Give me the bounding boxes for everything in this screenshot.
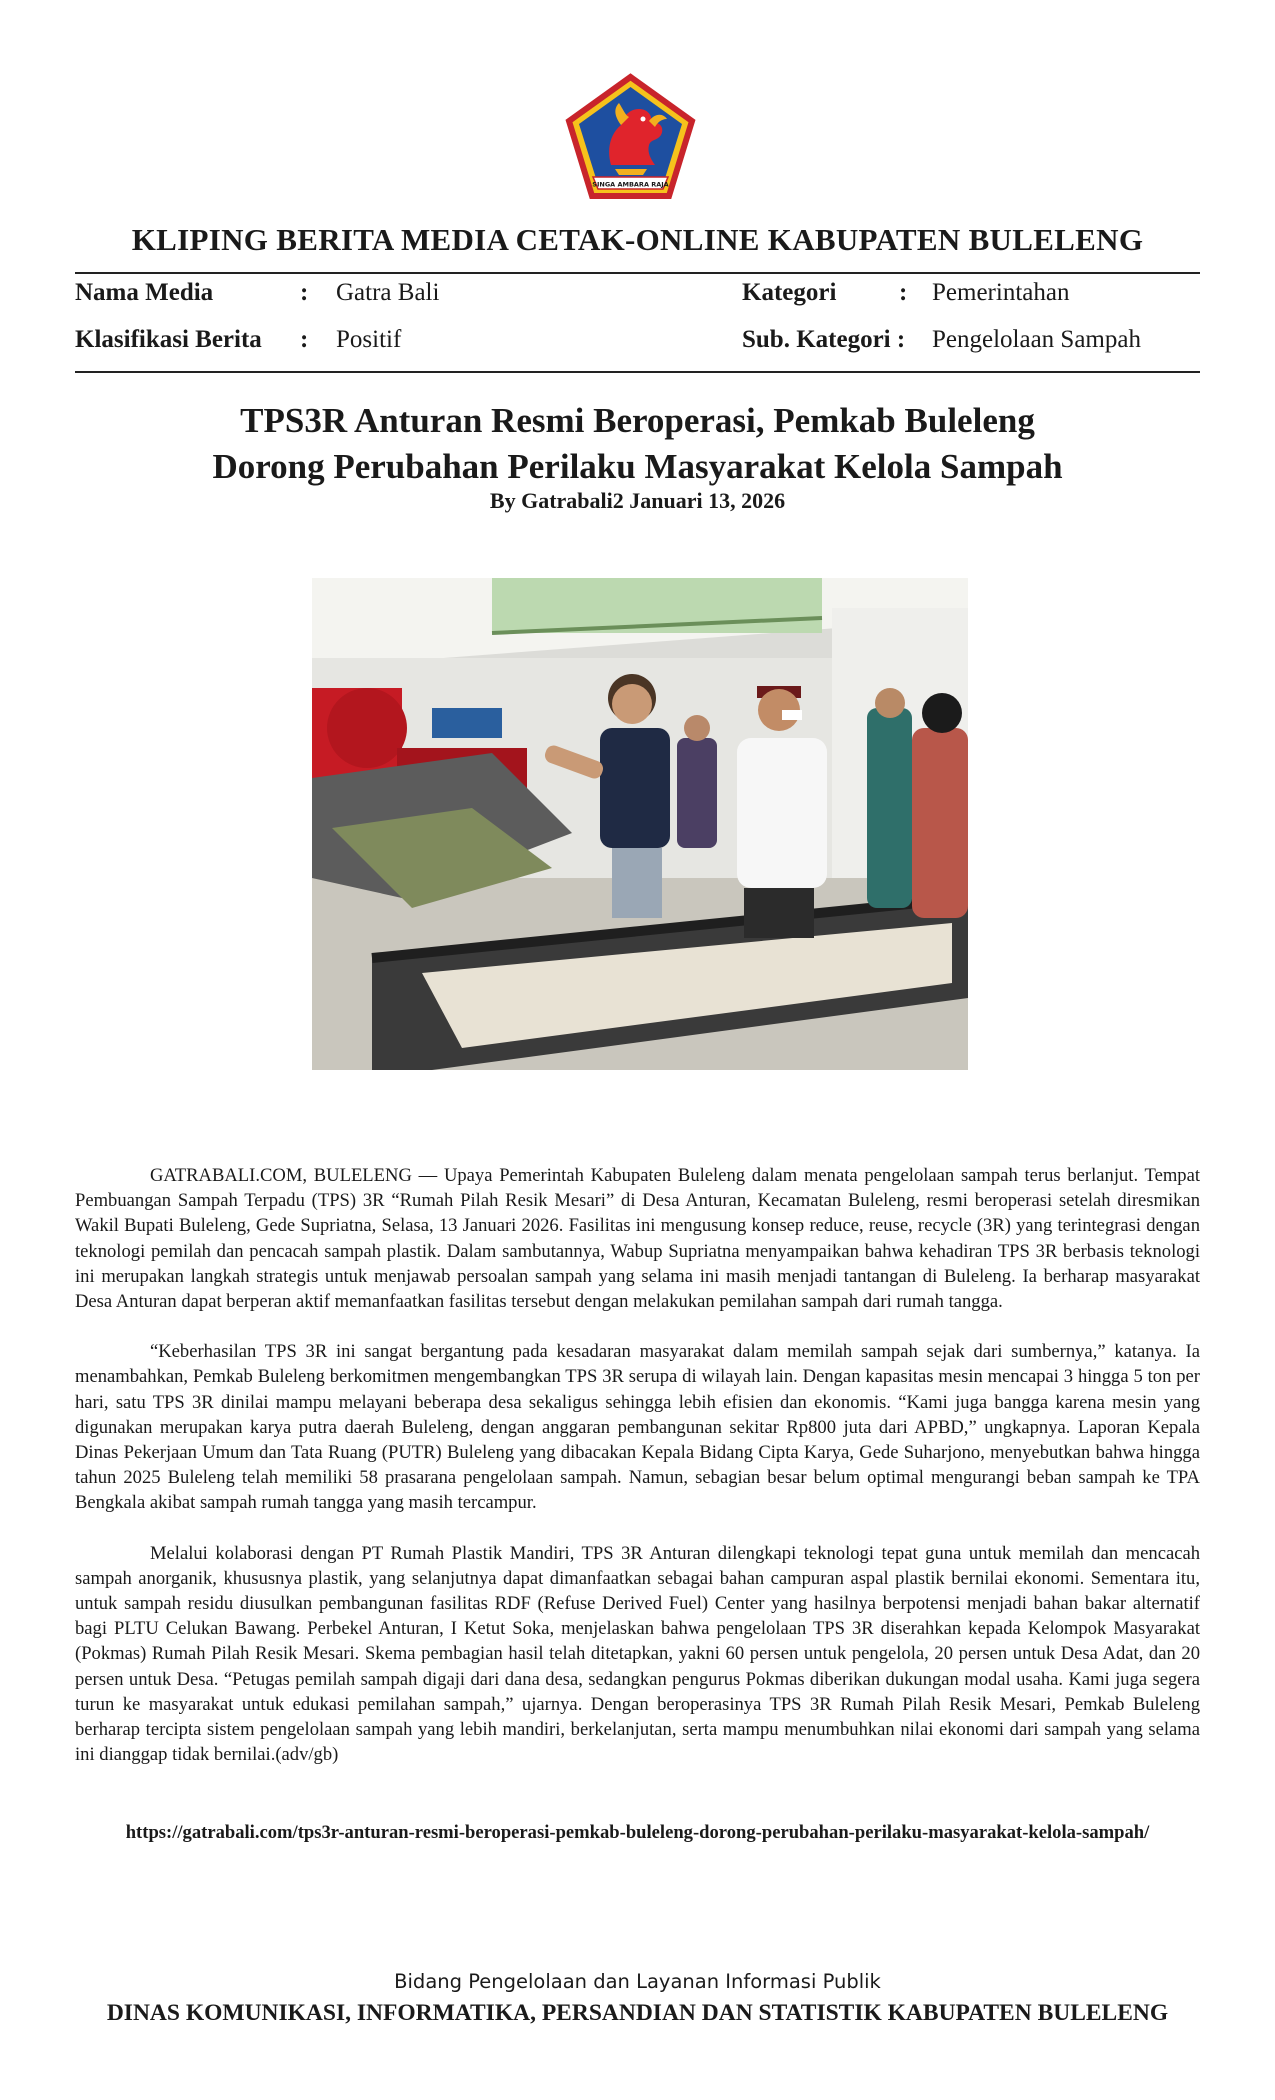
article-body <box>75 1163 1200 1792</box>
buleleng-regency-crest-icon <box>563 73 698 201</box>
category-value: Pemerintahan <box>932 279 1070 306</box>
media-name-value: Gatra Bali <box>336 279 440 306</box>
category-label: Kategori <box>742 279 837 306</box>
news-photo <box>312 578 968 1070</box>
crest-motto: SINGA AMBARA RAJA <box>592 180 669 189</box>
article-byline: By Gatrabali2 Januari 13, 2026 <box>489 488 786 513</box>
media-name-label: Nama Media <box>75 279 214 306</box>
article-paragraph: “Keberhasilan TPS 3R ini sangat bergantung pada kesadaran masyarakat dalam memilah sampah sejak dari sumbernya,” katanya. Ia menambahkan, Pemkab Buleleng berkomitmen mengembangkan TPS 3R serupa di wilayah lain. Dengan kapasitas mesin mencapai 3 hingga 5 ton per hari, satu TPS 3R dinilai mampu melayani beberapa desa sekaligus sehingga lebih efisien dan ekonomis. “Kami juga bangga karena mesin yang digunakan merupakan karya putra daerah Buleleng, dengan anggaran pembangunan sekitar Rp800 juta dari APBD,” ungkapnya. Laporan Kepala Dinas Pekerjaan Umum dan Tata Ruang (PUTR) Buleleng yang dibacakan Kepala Bidang Cipta Karya, Gede Suharjono, menyebutkan bahwa hingga tahun 2025 Buleleng telah memiliki 58 prasarana pengelolaan sampah. Namun, sebagian besar belum optimal mengurangi beban sampah ke TPA Bengkala akibat sampah rumah tangga yang masih tercampur. <box>75 1341 1200 1514</box>
article-paragraph: Melalui kolaborasi dengan PT Rumah Plastik Mandiri, TPS 3R Anturan dilengkapi teknologi tepat guna untuk memilah dan mencacah sampah anorganik, khususnya plastik, yang selanjutnya dapat dimanfaatkan sebagai bahan campuran aspal plastik bernilai ekonomi. Sementara itu, untuk sampah residu diusulkan pembangunan fasilitas RDF (Refuse Derived Fuel) Center yang hasilnya berpotensi menjadi bahan bakar alternatif bagi PLTU Celukan Bawang. Perbekel Anturan, I Ketut Soka, menjelaskan bahwa pengelolaan TPS 3R diserahkan kepada Kelompok Masyarakat (Pokmas) Rumah Pilah Resik Mesari. Skema pembagian hasil telah ditetapkan, yakni 60 persen untuk pengelola, 20 persen untuk Desa Adat, dan 20 persen untuk Desa. “Petugas pemilah sampah digaji dari dana desa, sedangkan pengurus Pokmas diberikan dukungan modal usaha. Kami juga segera turun ke masyarakat untuk edukasi pemilahan sampah,” ujarnya. Dengan beroperasinya TPS 3R Rumah Pilah Resik Mesari, Pemkab Buleleng berharap tercipta sistem pengelolaan sampah yang lebih mandiri, berkelanjutan, serta mampu menumbuhkan nilai ekonomi dari sampah yang selama ini dianggap tidak bernilai.(adv/gb) <box>75 1542 1200 1766</box>
subcategory-label: Sub. Kategori : <box>742 326 906 353</box>
subcategory-value: Pengelolaan Sampah <box>932 326 1141 353</box>
category-colon: : <box>899 279 908 306</box>
classification-label: Klasifikasi Berita <box>75 326 262 353</box>
article-paragraph: GATRABALI.COM, BULELENG — Upaya Pemerintah Kabupaten Buleleng dalam menata pengelolaan sampah terus berlanjut. Tempat Pembuangan Sampah Terpadu (TPS) 3R “Rumah Pilah Resik Mesari” di Desa Anturan, Kecamatan Buleleng, resmi beroperasi setelah diresmikan Wakil Bupati Buleleng, Gede Supriatna, Selasa, 13 Januari 2026. Fasilitas ini mengusung konsep reduce, reuse, recycle (3R) yang terintegrasi dengan teknologi pemilah dan pencacah sampah plastik. Dalam sambutannya, Wabup Supriatna menyampaikan bahwa kehadiran TPS 3R berbasis teknologi ini merupakan langkah strategis untuk menjawab persoalan sampah yang selama ini masih menjadi tantangan di Buleleng. Ia berharap masyarakat Desa Anturan dapat berperan aktif memanfaatkan fasilitas tersebut dengan melakukan pemilahan sampah dari rumah tangga. <box>75 1165 1200 1313</box>
classification-value: Positif <box>336 326 402 353</box>
media-name-colon: : <box>300 279 309 306</box>
headline-line-2: Dorong Perubahan Perilaku Masyarakat Kelola Sampah <box>212 447 1063 486</box>
page-header-title: KLIPING BERITA MEDIA CETAK-ONLINE KABUPATEN BULELENG <box>131 222 1144 257</box>
footer-unit-name: Bidang Pengelolaan dan Layanan Informasi Publik <box>394 1970 881 1993</box>
classification-colon: : <box>300 326 309 353</box>
article-headline <box>0 398 1275 490</box>
header-top-rule <box>75 272 1200 274</box>
header-bottom-rule <box>75 371 1200 373</box>
footer-organization-name: DINAS KOMUNIKASI, INFORMATIKA, PERSANDIAN DAN STATISTIK KABUPATEN BULELENG <box>106 2000 1169 2026</box>
source-url-link[interactable]: https://gatrabali.com/tps3r-anturan-resmi-beroperasi-pemkab-buleleng-dorong-perubahan-perilaku-masyarakat-kelola-sampah/ <box>125 1822 1150 1843</box>
headline-line-1: TPS3R Anturan Resmi Beroperasi, Pemkab Buleleng <box>240 401 1035 440</box>
